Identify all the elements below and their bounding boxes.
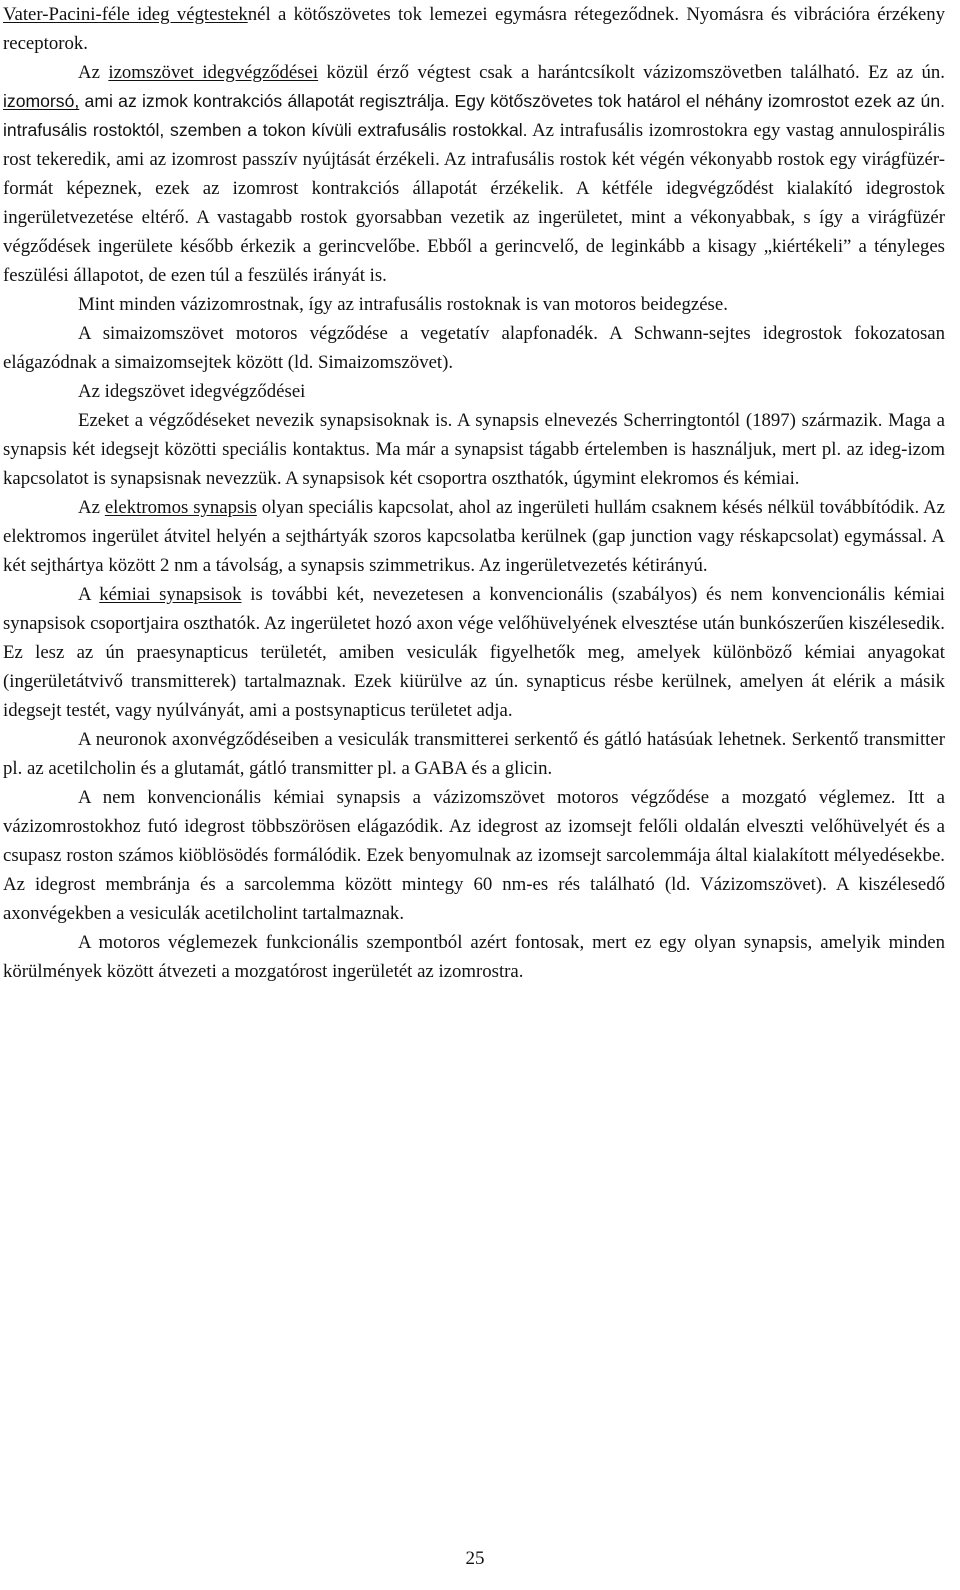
text-span: közül érző végtest csak a harántcsíkolt vázizomszövetben található. Ez az ún. — [318, 62, 945, 83]
underlined-term: elektromos synapsis — [104, 497, 257, 518]
text-span: Az — [78, 497, 105, 518]
text-span: Az intrafusális izomrostokra egy vastag annulospirális rost tekeredik, ami az izomrost passzív nyújtását érzékeli. Az intrafusális rostok két végén vékonyabb rostok egy virágfüzér-formát képeznek, ezek az izomrost kontrakciós állapotát érzékelik. A kétféle idegvégződést kialakító idegrostok ingerületvezetése eltérő. A vastagabb rostok gyorsabban vezetik az ingerületet, mint a vékonyabbak, s így a virágfüzér végződések ingerülete később érkezik a gerincvelőbe. Ebből a gerincvelő, de leginkább a kisagy „kiértékeli” a tényleges feszülési állapotot, de ezen túl a feszülés irányát is. — [3, 120, 945, 286]
text-span: Mint minden vázizomrostnak, így az intrafusális rostoknak is van motoros beidegzése. — [78, 294, 728, 315]
underlined-term: izomszövet idegvégződései — [108, 62, 319, 83]
text-span: nél a kötőszövetes tok lemezei egymásra rétegeződnek. Nyomásra és vibrációra érzékeny receptorok. — [3, 4, 945, 54]
text-span: A neuronok axonvégződéseiben a vesiculák transmitterei serkentő és gátló hatásúak lehetnek. Serkentő transmitter pl. az acetilcholin és a glutamát, gátló transmitter pl. a GABA és a glicin. — [3, 729, 945, 779]
paragraph — [3, 0, 945, 58]
paragraph — [3, 319, 945, 377]
text-span: ami az izmok kontrakciós állapotát regisztrálja. Egy kötőszövetes tok határol el néhány izomrostot ezek az ún. intrafusális rostoktól, szemben a tokon kívüli extrafusális rostokkal. — [3, 91, 945, 140]
text-span: Ezeket a végződéseket nevezik synapsisoknak is. A synapsis elnevezés Scherringtontól (1897) származik. Maga a synapsis két idegsejt közötti speciális kontaktus. Ma már a synapsist tágabb értelemben is használjuk, mert pl. az ideg-izom kapcsolatot is synapsisnak nevezzük. A synapsisok két csoportra oszthatók, úgymint elekromos és kémiai. — [3, 410, 945, 489]
paragraph — [3, 580, 945, 725]
paragraph — [3, 783, 945, 928]
text-span: olyan speciális kapcsolat, ahol az ingerületi hullám csaknem késés nélkül továbbítódik. Az elektromos ingerület átvitel helyén a sejthártyák szoros kapcsolatba kerülnek (gap junction vagy réskapcsolat) egymással. A két sejthártya között 2 nm a távolság, a synapsis szimmetrikus. Az ingerületvezetés kétirányú. — [3, 497, 945, 576]
text-span: is további két, nevezetesen a konvencionális (szabályos) és nem konvencionális kémiai synapsisok csoportjaira oszthatók. Az ingerületet hozó axon vége velőhüvelyének elvesztése után bunkószerűen kiszélesedik. Ez lesz az ún praesynapticus területét, amiben vesiculák figyelhetők meg, amelyek különböző kémiai anyagokat (ingerületátvivő transmitterek) tartalmaznak. Ezek kiürülve az ún. synapticus résbe kerülnek, amelyen át elérik a másik idegsejt testét, vagy nyúlványát, ami a postsynapticus területet adja. — [3, 584, 945, 721]
text-span: Az — [78, 62, 109, 83]
page-number: 25 — [465, 1548, 485, 1569]
paragraph — [3, 928, 945, 986]
paragraph — [3, 377, 945, 406]
text-span: Az idegszövet idegvégződései — [78, 381, 306, 402]
underlined-term: Vater-Pacini-féle ideg végtestek — [3, 4, 248, 25]
document-body — [3, 0, 945, 986]
text-span: A simaizomszövet motoros végződése a vegetatív alapfonadék. A Schwann-sejtes idegrostok fokozatosan elágazódnak a simaizomsejtek között (ld. Simaizomszövet). — [3, 323, 945, 373]
underlined-term: kémiai synapsisok — [99, 584, 242, 605]
text-span: A nem konvencionális kémiai synapsis a vázizomszövet motoros végződése a mozgató véglemez. Itt a vázizomrostokhoz futó idegrost többszörösen elágazódik. Az idegrost az izomsejt felőli oldalán elveszti velőhüvelyét és a csupasz roston számos kiöblösödés formálódik. Ezek benyomulnak az izomsejt sarcolemmája által kialakított mélyedésekbe. Az idegrost membránja és a sarcolemma között mintegy 60 nm-es rés található (ld. Vázizomszövet). A kiszélesedő axonvégekben a vesiculák acetilcholint tartalmaznak. — [3, 787, 945, 924]
paragraph — [3, 493, 945, 580]
paragraph — [3, 406, 945, 493]
text-span: A motoros véglemezek funkcionális szempontból azért fontosak, mert ez egy olyan synapsis, amelyik minden körülmények között átvezeti a mozgatórost ingerületét az izomrostra. — [3, 932, 945, 982]
underlined-term: izomorsó, — [3, 91, 80, 111]
text-span: A — [78, 584, 100, 605]
paragraph — [3, 58, 945, 290]
paragraph — [3, 290, 945, 319]
paragraph — [3, 725, 945, 783]
